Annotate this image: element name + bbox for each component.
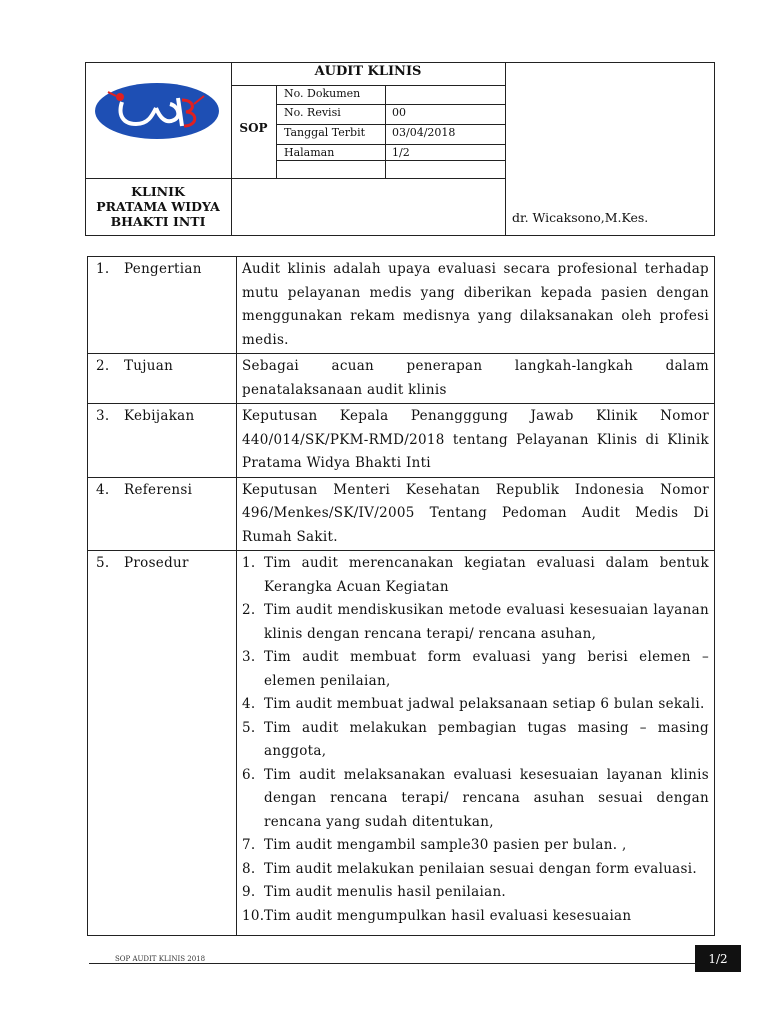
procedure-step-number: 1. bbox=[242, 555, 256, 571]
section-number: 1. bbox=[96, 261, 110, 277]
section-title: Prosedur bbox=[124, 555, 189, 571]
procedure-step-number: 4. bbox=[242, 696, 256, 712]
procedure-step-number: 7. bbox=[242, 837, 256, 853]
procedure-step-number: 9. bbox=[242, 884, 256, 900]
divider bbox=[276, 124, 505, 125]
page-title: AUDIT KLINIS bbox=[314, 64, 422, 79]
procedure-step-text: Tim audit melakukan pembagian tugas masing – masing anggota, bbox=[264, 719, 709, 759]
divider bbox=[385, 85, 386, 178]
procedure-step-number: 2. bbox=[242, 602, 256, 618]
clinic-name-line: PRATAMA WIDYA bbox=[96, 199, 220, 214]
doc-info-label: Tanggal Terbit bbox=[284, 126, 366, 139]
procedure-step-text: Tim audit membuat form evaluasi yang berisi elemen – elemen penilaian, bbox=[264, 649, 709, 689]
section-title: Referensi bbox=[124, 481, 193, 498]
procedure-step-text: Tim audit mengumpulkan hasil evaluasi kesesuaian bbox=[264, 907, 632, 924]
procedure-step-text: Tim audit merencanakan kegiatan evaluasi dalam bentuk Kerangka Acuan Kegiatan bbox=[264, 555, 709, 595]
section-title: Kebijakan bbox=[124, 408, 195, 424]
procedure-step-text: Tim audit mendiskusikan metode evaluasi kesesuaian layanan klinis dengan rencana terapi/ rencana asuhan, bbox=[264, 602, 709, 642]
section-text: Keputusan Kepala Penangggung Jawab Klinik Nomor 440/014/SK/PKM-RMD/2018 tentang Pelayanan Klinis di Klinik Pratama Widya Bhakti Inti bbox=[237, 404, 715, 478]
section-number: 4. bbox=[96, 481, 110, 498]
table-row bbox=[88, 477, 715, 551]
procedure-list bbox=[237, 551, 715, 936]
clinic-name-line: KLINIK bbox=[131, 184, 185, 199]
divider bbox=[505, 62, 506, 236]
section-label bbox=[88, 354, 237, 404]
clinic-logo bbox=[94, 82, 220, 140]
divider bbox=[276, 85, 277, 178]
procedure-step bbox=[242, 881, 709, 905]
divider bbox=[231, 178, 505, 179]
clinic-name-line: BHAKTI INTI bbox=[110, 214, 206, 229]
divider bbox=[231, 62, 232, 236]
procedure-step-number: 8. bbox=[242, 860, 256, 877]
procedure-step-text: Tim audit menulis hasil penilaian. bbox=[264, 884, 507, 900]
procedure-step bbox=[242, 905, 709, 929]
footer-doc-code: SOP AUDIT KLINIS 2018 bbox=[115, 955, 206, 963]
procedure-step bbox=[242, 552, 709, 599]
section-label bbox=[88, 477, 237, 551]
procedure-step-number: 3. bbox=[242, 649, 256, 665]
divider bbox=[276, 144, 505, 145]
signer-name: dr. Wicaksono,M.Kes. bbox=[512, 210, 649, 225]
procedure-step bbox=[242, 834, 709, 858]
procedure-step bbox=[242, 858, 709, 882]
doc-info-label: No. Revisi bbox=[284, 106, 341, 119]
divider bbox=[276, 160, 505, 161]
section-title: Tujuan bbox=[124, 358, 174, 374]
doc-info-label: Halaman bbox=[284, 146, 335, 159]
sop-label: SOP bbox=[239, 121, 268, 135]
section-number: 3. bbox=[96, 408, 110, 424]
section-label bbox=[88, 404, 237, 478]
divider bbox=[85, 178, 231, 179]
doc-info-value: 1/2 bbox=[392, 146, 410, 159]
procedure-step-text: Tim audit membuat jadwal pelaksanaan setiap 6 bulan sekali. bbox=[264, 696, 705, 712]
procedure-step bbox=[242, 599, 709, 646]
doc-info-label: No. Dokumen bbox=[284, 87, 361, 100]
procedure-step-text: Tim audit melakukan penilaian sesuai dengan form evaluasi. bbox=[264, 860, 697, 877]
table-row bbox=[88, 404, 715, 478]
doc-info-value: 00 bbox=[392, 106, 406, 119]
procedure-step bbox=[242, 717, 709, 764]
procedure-step-text: Tim audit melaksanakan evaluasi kesesuaian layanan klinis dengan rencana terapi/ rencana asuhan sesuai dengan rencana yang sudah ditentukan, bbox=[264, 766, 709, 830]
clinic-name bbox=[85, 184, 231, 229]
section-text: Keputusan Menteri Kesehatan Republik Indonesia Nomor 496/Menkes/SK/IV/2005 Tentang Pedoman Audit Medis Di Rumah Sakit. bbox=[237, 477, 715, 551]
table-row bbox=[88, 354, 715, 404]
procedure-step-number: 6. bbox=[242, 766, 256, 783]
section-text: Audit klinis adalah upaya evaluasi secara profesional terhadap mutu pelayanan medis yang diberikan kepada pasien dengan menggunakan rekam medisnya yang dilaksanakan oleh profesi medis. bbox=[237, 257, 715, 354]
table-row bbox=[88, 551, 715, 936]
procedure-step-text: Tim audit mengambil sample30 pasien per bulan. , bbox=[264, 837, 627, 853]
section-title: Pengertian bbox=[124, 261, 202, 277]
section-number: 5. bbox=[96, 555, 110, 571]
procedure-step bbox=[242, 764, 709, 835]
section-number: 2. bbox=[96, 358, 110, 374]
procedure-step bbox=[242, 693, 709, 717]
sop-content-table bbox=[87, 256, 715, 936]
divider bbox=[276, 104, 505, 105]
footer-rule bbox=[89, 963, 697, 964]
section-label bbox=[88, 551, 237, 936]
table-row bbox=[88, 257, 715, 354]
procedure-step-number: 10. bbox=[242, 907, 265, 924]
procedure-step-number: 5. bbox=[242, 719, 256, 736]
doc-info-value: 03/04/2018 bbox=[392, 126, 456, 139]
section-label bbox=[88, 257, 237, 354]
section-text: Sebagai acuan penerapan langkah-langkah dalam penatalaksanaan audit klinis bbox=[237, 354, 715, 404]
divider bbox=[231, 85, 505, 86]
procedure-step bbox=[242, 646, 709, 693]
page-indicator: 1/2 bbox=[695, 945, 741, 972]
